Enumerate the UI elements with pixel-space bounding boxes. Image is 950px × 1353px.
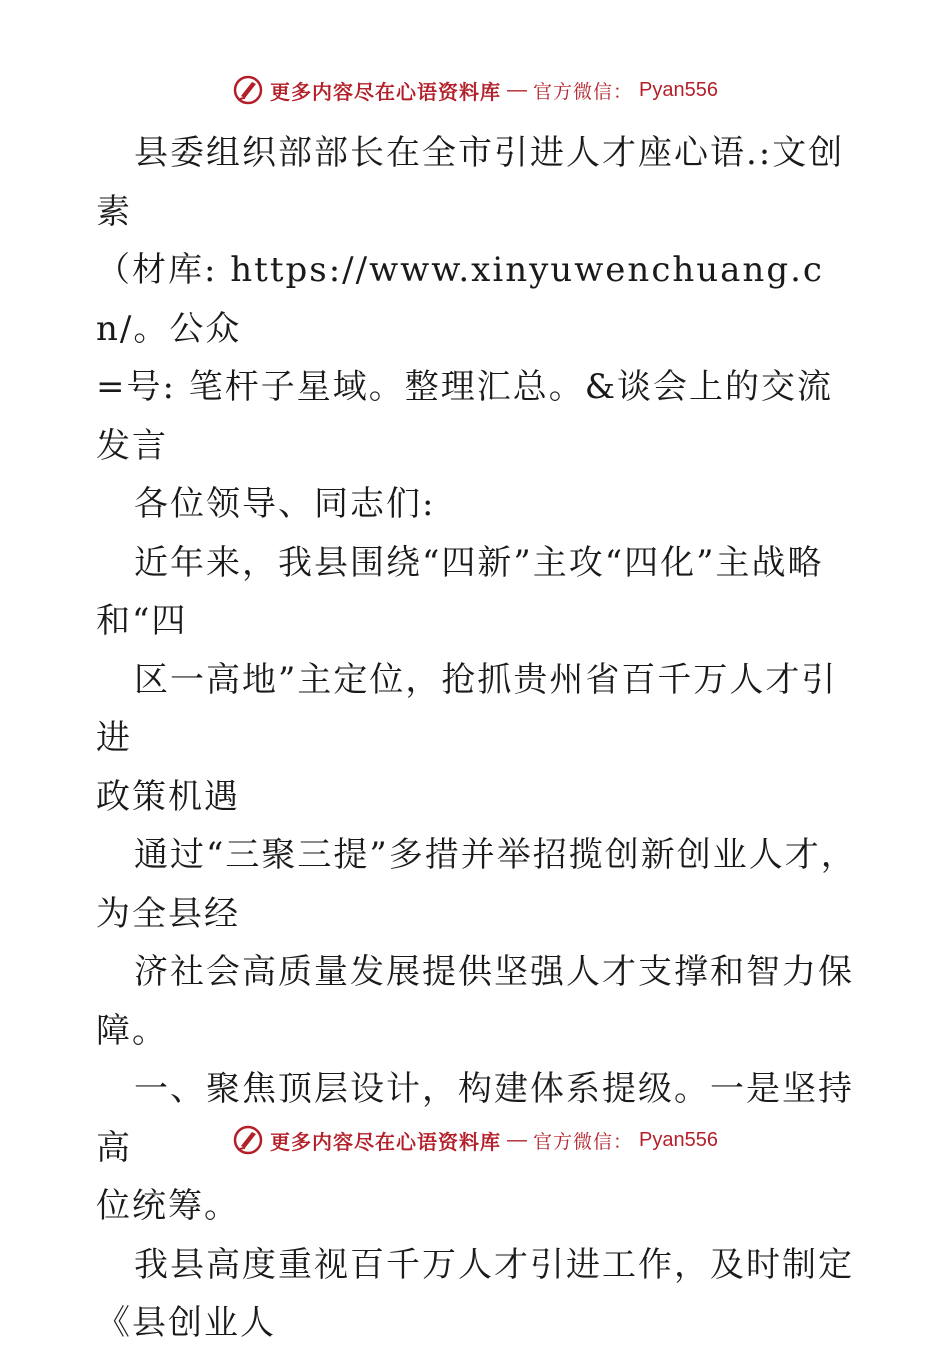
doc-line-16: 《县创业人 — [96, 1303, 276, 1343]
doc-line-12: 障。 — [96, 1010, 168, 1051]
doc-line-13: 一、聚焦顶层设计，构建体系提级。一是坚持高 — [96, 1069, 854, 1168]
banner-dash: — — [507, 78, 527, 101]
footer-banner — [0, 1120, 950, 1160]
header-banner — [0, 70, 950, 110]
doc-line-2-text: （材库: https://www.xinyuwenchuang.cn/。公众 — [96, 250, 824, 349]
quill-seal-icon — [232, 74, 264, 106]
footer-banner-slogan: 更多内容尽在心语资料库 — [270, 1129, 501, 1154]
doc-line-2 — [96, 241, 866, 358]
doc-line-5: 近年来，我县围绕“四新”主攻“四化”主战略 — [134, 542, 824, 583]
banner-slogan: 更多内容尽在心语资料库 — [270, 79, 501, 104]
doc-line-15: 我县高度重视百千万人才引进工作，及时制定 — [134, 1244, 854, 1285]
banner-wechat-label: 官方微信： — [533, 80, 634, 103]
doc-line-6: 和“四 — [96, 601, 188, 641]
doc-line-8: 政策机遇 — [96, 776, 240, 817]
document-body — [96, 124, 866, 1353]
doc-line-10: 为全县经 — [96, 893, 240, 934]
doc-line-4: 各位领导、同志们: — [134, 484, 436, 524]
doc-line-7: 区一高地”主定位，抢抓贵州省百千万人才引进 — [96, 659, 838, 758]
footer-banner-wechat-label: 官方微信： — [533, 1130, 634, 1153]
doc-line-9: 通过“三聚三提”多措并举招揽创新创业人才， — [134, 835, 857, 875]
quill-seal-icon — [232, 1124, 264, 1156]
doc-line-14: 位统筹。 — [96, 1186, 240, 1226]
doc-line-3: =号: 笔杆子星域。整理汇总。&谈会上的交流发言 — [96, 367, 834, 466]
footer-banner-wechat-id: Pyan556 — [639, 1128, 718, 1151]
footer-banner-content — [232, 1124, 718, 1156]
doc-line-11: 济社会高质量发展提供坚强人才支撑和智力保 — [134, 952, 854, 992]
banner-wechat-id: Pyan556 — [639, 78, 718, 101]
banner-content — [232, 74, 718, 106]
footer-banner-dash: — — [507, 1128, 527, 1151]
doc-line-1: 县委组织部部长在全市引进人才座心语.:文创素 — [96, 133, 845, 232]
